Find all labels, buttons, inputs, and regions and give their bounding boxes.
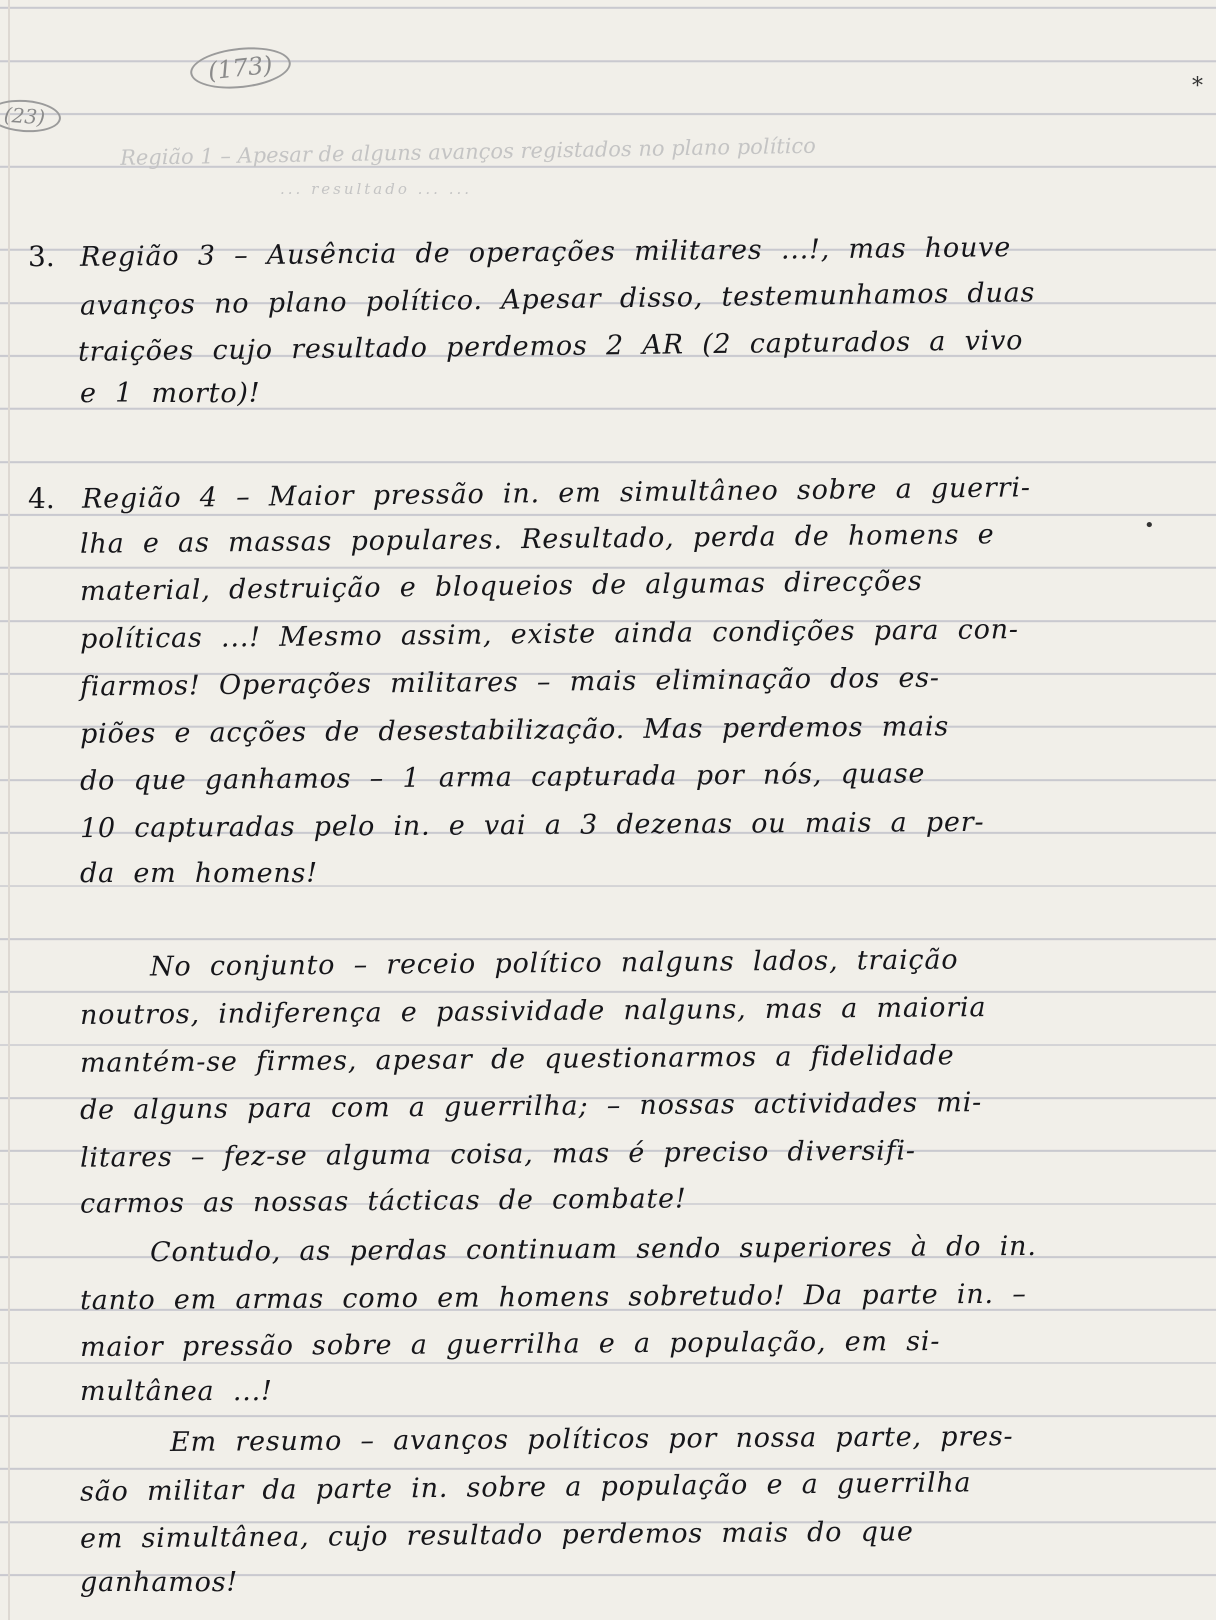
folio-number-stamp-secondary: (23) [0, 97, 62, 134]
handwritten-line: políticas ...! Mesmo assim, existe ainda condições para con- [79, 614, 1019, 655]
handwritten-line: mantém-se firmes, apesar de questionarmos a fidelidade [79, 1040, 955, 1079]
handwritten-line: avanços no plano político. Apesar disso, testemunhamos duas [79, 277, 1036, 322]
handwritten-line: fiarmos! Operações militares – mais eliminação dos es- [79, 662, 940, 703]
stray-ink-mark: * [1192, 74, 1203, 99]
handwritten-line: Em resumo – avanços políticos por nossa parte, pres- [169, 1421, 1014, 1458]
folio-number-stamp: (173) [188, 43, 292, 93]
handwritten-line: são militar da parte in. sobre a população e a guerrilha [79, 1467, 972, 1508]
handwritten-line: do que ganhamos – 1 arma capturada por nós, quase [79, 758, 926, 797]
handwritten-line: Região 4 – Maior pressão in. em simultâneo sobre a guerri- [81, 472, 1031, 515]
handwritten-line: No conjunto – receio político nalguns lados, traição [149, 944, 959, 983]
handwritten-line: de alguns para com a guerrilha; – nossas actividades mi- [79, 1087, 983, 1126]
handwritten-line: traições cujo resultado perdemos 2 AR (2 capturados a vivo [77, 325, 1024, 368]
handwritten-line: lha e as massas populares. Resultado, perda de homens e [79, 519, 995, 560]
handwritten-line: Região 3 – Ausência de operações militares ...!, mas houve [79, 232, 1012, 273]
handwritten-line: tanto em armas como em homens sobretudo! Da parte in. – [79, 1278, 1027, 1317]
handwritten-line: noutros, indiferença e passividade nalguns, mas a maioria [79, 992, 987, 1031]
bleed-through-text-secondary: ... resultado ... ... [280, 180, 473, 198]
handwritten-line: multânea ...! [80, 1376, 273, 1407]
handwritten-line: material, destruição e bloqueios de algumas direcções [79, 565, 923, 608]
bleed-through-text: Região 1 – Apesar de alguns avanços registados no plano político [119, 133, 817, 170]
handwritten-line: piões e acções de desestabilização. Mas perdemos mais [79, 711, 950, 750]
handwritten-line: da em homens! [80, 858, 318, 889]
handwritten-line: e 1 morto)! [80, 378, 261, 409]
item-number-3: 3. [28, 240, 55, 273]
margin-rule [8, 0, 10, 1620]
handwritten-line: 10 capturadas pelo in. e vai a 3 dezenas ou mais a per- [79, 806, 985, 845]
stray-ink-dot: • [1144, 515, 1155, 536]
handwritten-line: em simultânea, cujo resultado perdemos mais do que [79, 1516, 914, 1555]
handwritten-line: carmos as nossas tácticas de combate! [79, 1183, 687, 1220]
item-number-4: 4. [28, 482, 55, 515]
handwritten-line: litares – fez-se alguma coisa, mas é preciso diversifi- [79, 1135, 916, 1174]
handwritten-line: maior pressão sobre a guerrilha e a população, em si- [79, 1325, 941, 1364]
handwritten-line: ganhamos! [80, 1567, 239, 1598]
handwritten-line: Contudo, as perdas continuam sendo superiores à do in. [149, 1230, 1037, 1269]
